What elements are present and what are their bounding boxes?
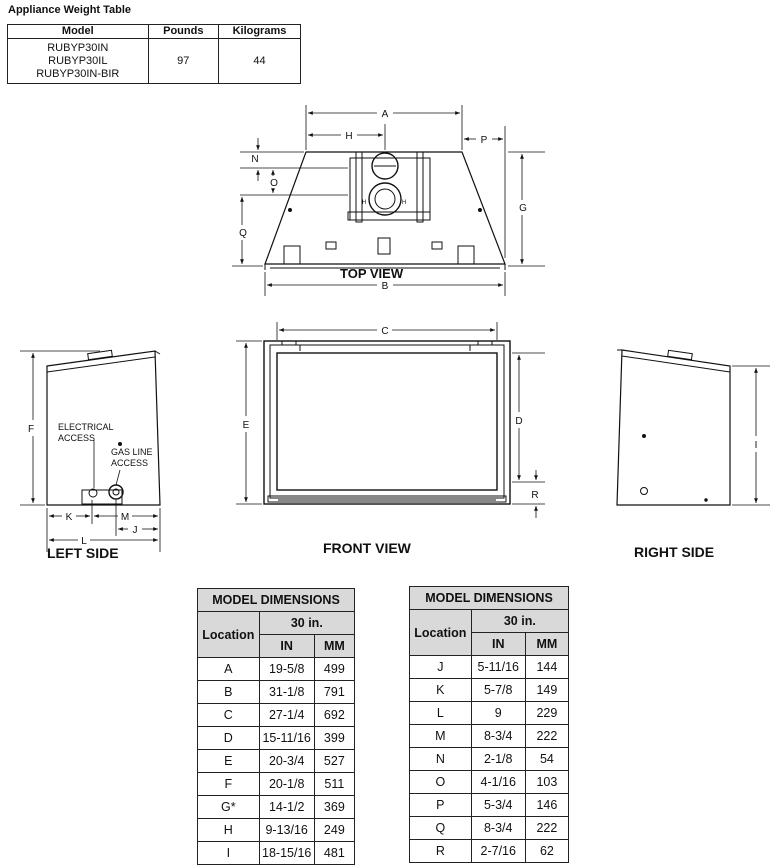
dims-location-cell: L (410, 702, 472, 725)
table-row (410, 656, 569, 679)
label-D: D (515, 416, 523, 427)
header-pounds: Pounds (148, 25, 218, 39)
table-row (198, 750, 355, 773)
dims-location-cell: C (198, 704, 260, 727)
table-row (410, 771, 569, 794)
dims-mm-cell: 692 (314, 704, 354, 727)
dims-mm-cell: 103 (525, 771, 568, 794)
dims-mm-cell: 222 (525, 725, 568, 748)
dims-location-cell: B (198, 681, 260, 704)
dims-location-cell: H (198, 819, 260, 842)
dims-in-cell: 15-11/16 (259, 727, 314, 750)
dims-table-title: MODEL DIMENSIONS (410, 587, 569, 610)
label-E: E (242, 420, 250, 431)
label-A: A (381, 109, 389, 120)
dims-in-header: IN (259, 635, 314, 658)
dims-location-cell: J (410, 656, 472, 679)
label-I: I (754, 440, 758, 451)
dims-in-cell: 31-1/8 (259, 681, 314, 704)
dims-mm-cell: 511 (314, 773, 354, 796)
dims-size-header: 30 in. (471, 610, 568, 633)
label-F: F (27, 424, 35, 435)
dims-in-cell: 27-1/4 (259, 704, 314, 727)
right-side-letters (755, 440, 758, 451)
dims-mm-cell: 62 (525, 840, 568, 863)
table-row (410, 817, 569, 840)
dims-in-cell: 19-5/8 (259, 658, 314, 681)
label-P: P (480, 135, 488, 146)
table-row (198, 842, 355, 865)
dims-mm-cell: 146 (525, 794, 568, 817)
model-name: RUBYP30IL (48, 54, 108, 67)
table-row (410, 725, 569, 748)
table-row (410, 748, 569, 771)
model-name: RUBYP30IN (47, 41, 109, 54)
dims-location-cell: E (198, 750, 260, 773)
dims-location-cell: G* (198, 796, 260, 819)
label-G: G (519, 203, 527, 214)
label-K: K (65, 512, 73, 523)
dims-location-cell: O (410, 771, 472, 794)
table-row (410, 840, 569, 863)
label-L: L (81, 536, 87, 547)
gas-line-access-label: ACCESS (111, 458, 149, 468)
dims-location-cell: A (198, 658, 260, 681)
dims-mm-header: MM (525, 633, 568, 656)
dims-in-cell: 4-1/16 (471, 771, 525, 794)
dims-location-cell: F (198, 773, 260, 796)
label-Q: Q (239, 228, 247, 239)
header-kilograms: Kilograms (218, 25, 300, 39)
dims-location-cell: I (198, 842, 260, 865)
dims-location-cell: N (410, 748, 472, 771)
weight-kilograms: 44 (218, 39, 300, 84)
model-dimensions-table-right (409, 586, 569, 863)
access-callouts (58, 422, 153, 468)
dims-location-cell: P (410, 794, 472, 817)
dims-mm-cell: 499 (314, 658, 354, 681)
table-row (198, 704, 355, 727)
dims-mm-header: MM (314, 635, 354, 658)
table-row (198, 727, 355, 750)
left-side-label: LEFT SIDE (47, 545, 119, 561)
dims-in-cell: 5-11/16 (471, 656, 525, 679)
electrical-access-label: ELECTRICAL (58, 422, 114, 432)
right-side-dimensions (732, 366, 770, 505)
gas-line-access-label: GAS LINE (111, 447, 153, 457)
dims-mm-cell: 791 (314, 681, 354, 704)
dims-in-header: IN (471, 633, 525, 656)
front-view-label: FRONT VIEW (323, 540, 411, 556)
dims-in-cell: 9-13/16 (259, 819, 314, 842)
dims-in-cell: 8-3/4 (471, 725, 525, 748)
dims-in-cell: 20-3/4 (259, 750, 314, 773)
label-H: H (345, 131, 353, 142)
table-row (198, 773, 355, 796)
label-O: O (270, 178, 278, 189)
table-row (198, 796, 355, 819)
right-side-drawing (617, 350, 730, 505)
weight-pounds: 97 (148, 39, 218, 84)
dims-mm-cell: 149 (525, 679, 568, 702)
dims-mm-cell: 399 (314, 727, 354, 750)
header-model: Model (8, 25, 149, 39)
label-C: C (381, 326, 389, 337)
table-row (410, 679, 569, 702)
table-row (410, 702, 569, 725)
dims-mm-cell: 527 (314, 750, 354, 773)
dims-location-header: Location (410, 610, 472, 656)
dims-in-cell: 5-3/4 (471, 794, 525, 817)
dims-location-cell: Q (410, 817, 472, 840)
front-view-dimensions (236, 322, 545, 518)
right-side-label: RIGHT SIDE (634, 544, 715, 560)
top-view-drawing (265, 152, 505, 270)
electrical-access-label: ACCESS (58, 433, 96, 443)
dims-mm-cell: 481 (314, 842, 354, 865)
svg-text:H: H (402, 200, 407, 206)
dims-location-cell: K (410, 679, 472, 702)
dims-mm-cell: 229 (525, 702, 568, 725)
table-row (410, 794, 569, 817)
dims-in-cell: 20-1/8 (259, 773, 314, 796)
top-view-label: TOP VIEW (340, 266, 404, 281)
dims-in-cell: 18-15/16 (259, 842, 314, 865)
dims-in-cell: 2-7/16 (471, 840, 525, 863)
dims-in-cell: 9 (471, 702, 525, 725)
weight-table-title: Appliance Weight Table (8, 4, 132, 16)
dims-mm-cell: 144 (525, 656, 568, 679)
label-M: M (120, 512, 130, 523)
dims-in-cell: 14-1/2 (259, 796, 314, 819)
dims-location-cell: R (410, 840, 472, 863)
table-row (198, 819, 355, 842)
front-view-drawing (264, 341, 510, 504)
model-name: RUBYP30IN-BIR (36, 67, 120, 80)
dims-size-header: 30 in. (259, 612, 354, 635)
dims-mm-cell: 222 (525, 817, 568, 840)
label-J: J (132, 525, 138, 536)
table-row (198, 681, 355, 704)
svg-text:H: H (362, 200, 367, 206)
dims-in-cell: 2-1/8 (471, 748, 525, 771)
dims-in-cell: 8-3/4 (471, 817, 525, 840)
label-N: N (251, 154, 259, 165)
label-R: R (531, 490, 539, 501)
table-row (198, 658, 355, 681)
dims-mm-cell: 369 (314, 796, 354, 819)
dims-location-cell: D (198, 727, 260, 750)
dims-mm-cell: 249 (314, 819, 354, 842)
dims-in-cell: 5-7/8 (471, 679, 525, 702)
label-B: B (381, 281, 389, 292)
dims-location-cell: M (410, 725, 472, 748)
front-view-letters (243, 326, 539, 501)
dims-mm-cell: 54 (525, 748, 568, 771)
model-dimensions-table-left (197, 588, 355, 865)
dims-table-title: MODEL DIMENSIONS (198, 589, 355, 612)
dims-location-header: Location (198, 612, 260, 658)
